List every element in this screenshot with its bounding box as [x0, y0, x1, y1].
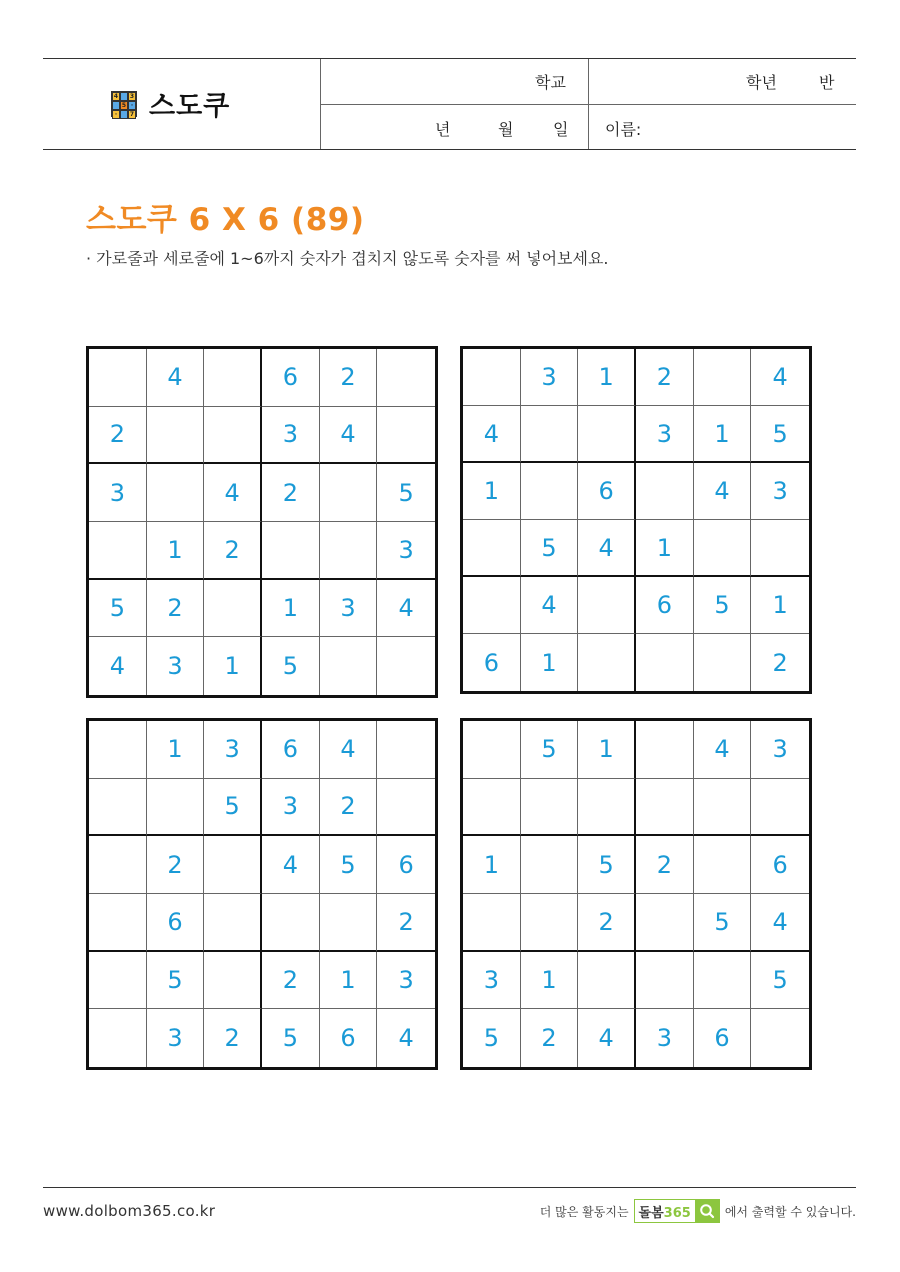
sudoku-cell: 3	[751, 721, 809, 779]
instructions: · 가로줄과 세로줄에 1~6까지 숫자가 겹치지 않도록 숫자를 써 넣어보세요.	[86, 249, 609, 268]
logo-grid-cell: 3	[129, 92, 135, 100]
sudoku-cell: 2	[204, 522, 262, 580]
brand-text	[635, 1202, 695, 1221]
sudoku-cell[interactable]	[89, 522, 147, 580]
sudoku-cell: 2	[772, 648, 788, 677]
footer-url[interactable]: www.dolbom365.co.kr	[43, 1202, 216, 1220]
sudoku-puzzle	[86, 718, 438, 1070]
brand-badge[interactable]	[634, 1199, 720, 1223]
sudoku-cell: 1	[751, 577, 809, 634]
footer-note	[540, 1199, 856, 1223]
sudoku-cell[interactable]	[694, 779, 752, 837]
sudoku-cell: 6	[320, 1009, 378, 1067]
header-divider	[320, 104, 856, 105]
logo-title: 스도쿠	[149, 91, 231, 122]
day-label: 일	[553, 120, 569, 139]
sudoku-cell: 5	[377, 464, 435, 522]
sudoku-cell[interactable]	[694, 836, 752, 894]
sudoku-cell[interactable]	[377, 349, 435, 407]
sudoku-cell: 1	[147, 721, 205, 779]
sudoku-cell[interactable]	[751, 520, 809, 577]
month-label: 월	[498, 120, 514, 139]
sudoku-cell: 6	[147, 894, 205, 952]
logo-grid-cell: ·	[128, 101, 136, 110]
sudoku-cell: 5	[694, 577, 752, 634]
sudoku-cell: 4	[377, 580, 435, 638]
sudoku-cell: 5	[463, 1009, 521, 1067]
sudoku-cell: 6	[694, 1009, 752, 1067]
sudoku-cell[interactable]	[89, 952, 147, 1010]
sudoku-cell: 4	[521, 577, 579, 634]
sudoku-cell: 1	[694, 406, 752, 463]
sudoku-cell: 3	[463, 952, 521, 1010]
sudoku-cell: 3	[636, 1009, 694, 1067]
brand-number: 365	[663, 1205, 691, 1221]
sudoku-cell: 1	[521, 952, 579, 1010]
sudoku-cell: 6	[751, 836, 809, 894]
sudoku-cell[interactable]	[320, 637, 378, 695]
logo-grid-cell: ·	[112, 110, 120, 119]
sudoku-cell: 4	[320, 721, 378, 779]
sudoku-cell: 6	[262, 349, 320, 407]
sudoku-cell: 5	[694, 894, 752, 952]
sudoku-cell: 3	[147, 1009, 205, 1067]
sudoku-cell: 2	[320, 779, 378, 837]
sudoku-cell[interactable]	[636, 779, 694, 837]
sudoku-cell[interactable]	[204, 580, 262, 638]
logo-grid-cell	[112, 101, 120, 110]
sudoku-cell[interactable]	[521, 406, 579, 463]
footer-text-before: 더 많은 활동지는	[539, 1204, 629, 1219]
sudoku-cell: 2	[636, 836, 694, 894]
sudoku-cell[interactable]	[521, 463, 579, 520]
sudoku-cell: 1	[578, 349, 636, 406]
sudoku-cell[interactable]	[751, 779, 809, 837]
sudoku-cell: 5	[521, 721, 579, 779]
sudoku-cell[interactable]	[578, 779, 636, 837]
sudoku-cell: 6	[636, 577, 694, 634]
sudoku-cell[interactable]	[636, 894, 694, 952]
sudoku-cell[interactable]	[521, 894, 579, 952]
sudoku-cell: 2	[377, 894, 435, 952]
sudoku-cell[interactable]	[377, 637, 435, 695]
sudoku-cell: 3	[377, 952, 435, 1010]
sudoku-cell[interactable]	[463, 894, 521, 952]
sudoku-cell: 6	[262, 721, 320, 779]
sudoku-cell: 3	[751, 463, 809, 520]
sudoku-cell: 4	[89, 637, 147, 695]
sudoku-cell: 2	[578, 894, 636, 952]
sudoku-cell: 6	[463, 634, 521, 691]
sudoku-cell: 4	[578, 520, 636, 577]
sudoku-cell[interactable]	[89, 894, 147, 952]
sudoku-cell[interactable]	[147, 464, 205, 522]
sudoku-cell: 4	[320, 407, 378, 465]
sudoku-cell: 2	[204, 1009, 262, 1067]
grade-label: 학년	[746, 73, 777, 92]
sudoku-cell: 3	[89, 464, 147, 522]
sudoku-cell: 4	[463, 406, 521, 463]
sudoku-cell: 3	[521, 349, 579, 406]
sudoku-cell[interactable]	[262, 894, 320, 952]
sudoku-cell: 3	[377, 522, 435, 580]
sudoku-cell: 4	[204, 464, 262, 522]
footer-divider	[43, 1187, 856, 1188]
sudoku-cell[interactable]	[463, 520, 521, 577]
school-label: 학교	[535, 73, 566, 92]
sudoku-cell: 2	[636, 349, 694, 406]
sudoku-logo-icon	[111, 91, 137, 117]
footer-text-after: 에서 출력할 수 있습니다.	[724, 1204, 856, 1219]
sudoku-cell[interactable]	[377, 407, 435, 465]
sudoku-cell[interactable]	[377, 721, 435, 779]
sudoku-cell: 1	[636, 520, 694, 577]
sudoku-cell[interactable]	[89, 1009, 147, 1067]
sudoku-cell[interactable]	[521, 779, 579, 837]
logo-grid-cell: 5	[121, 101, 127, 109]
sudoku-cell: 1	[147, 522, 205, 580]
class-label: 반	[819, 73, 835, 92]
sudoku-cell: 2	[147, 580, 205, 638]
sudoku-cell[interactable]	[204, 407, 262, 465]
sudoku-cell[interactable]	[636, 721, 694, 779]
sudoku-cell[interactable]	[636, 952, 694, 1010]
sudoku-cell: 1	[463, 836, 521, 894]
sudoku-cell: 1	[578, 721, 636, 779]
sudoku-cell[interactable]	[751, 1009, 809, 1067]
worksheet-title: 스도쿠 6 X 6 (89)	[86, 202, 365, 238]
sudoku-cell: 3	[320, 580, 378, 638]
sudoku-cell[interactable]	[578, 952, 636, 1010]
sudoku-cell: 3	[262, 407, 320, 465]
sudoku-cell: 2	[147, 836, 205, 894]
sudoku-cell: 4	[398, 1024, 414, 1053]
sudoku-cell[interactable]	[463, 349, 521, 406]
sudoku-cell: 5	[578, 836, 636, 894]
sudoku-cell: 4	[694, 721, 752, 779]
sudoku-puzzle	[460, 718, 812, 1070]
sudoku-cell: 5	[751, 406, 809, 463]
sudoku-cell[interactable]	[89, 779, 147, 837]
sudoku-cell[interactable]	[320, 464, 378, 522]
sudoku-cell[interactable]	[89, 836, 147, 894]
sudoku-cell[interactable]	[694, 634, 752, 691]
sudoku-cell: 5	[262, 637, 320, 695]
sudoku-cell[interactable]	[636, 463, 694, 520]
sudoku-cell: 1	[521, 634, 579, 691]
sudoku-cell: 2	[262, 952, 320, 1010]
sudoku-cell: 4	[694, 463, 752, 520]
sudoku-cell[interactable]	[463, 721, 521, 779]
sudoku-cell: 2	[89, 407, 147, 465]
sudoku-cell[interactable]	[694, 520, 752, 577]
sudoku-cell[interactable]	[262, 522, 320, 580]
sudoku-cell[interactable]	[204, 349, 262, 407]
sudoku-cell: 5	[262, 1009, 320, 1067]
logo-grid-cell: 7	[129, 110, 135, 118]
sudoku-cell[interactable]	[320, 522, 378, 580]
sudoku-cell: 5	[320, 836, 378, 894]
sudoku-cell: 6	[377, 836, 435, 894]
sudoku-cell: 5	[521, 520, 579, 577]
sudoku-cell[interactable]	[204, 894, 262, 952]
sudoku-cell[interactable]	[521, 836, 579, 894]
sudoku-cell[interactable]	[578, 577, 636, 634]
sudoku-cell: 1	[463, 463, 521, 520]
sudoku-cell: 1	[262, 580, 320, 638]
sudoku-cell: 1	[320, 952, 378, 1010]
sudoku-cell: 2	[521, 1009, 579, 1067]
sudoku-cell[interactable]	[463, 577, 521, 634]
sudoku-cell[interactable]	[320, 894, 378, 952]
sudoku-cell: 5	[147, 952, 205, 1010]
brand-name: 돌봄	[638, 1205, 664, 1221]
sudoku-cell: 2	[262, 464, 320, 522]
sudoku-cell[interactable]	[578, 634, 636, 691]
sudoku-cell: 3	[262, 779, 320, 837]
sudoku-cell: 5	[204, 779, 262, 837]
sudoku-cell[interactable]	[204, 836, 262, 894]
sudoku-cell[interactable]	[636, 634, 694, 691]
sudoku-puzzle	[86, 346, 438, 698]
sudoku-cell[interactable]	[578, 406, 636, 463]
sudoku-cell[interactable]	[694, 349, 752, 406]
sudoku-cell[interactable]	[377, 779, 435, 837]
sudoku-cell: 3	[204, 721, 262, 779]
name-label: 이름:	[605, 120, 642, 139]
sudoku-cell: 4	[751, 349, 809, 406]
sudoku-cell: 1	[204, 637, 262, 695]
logo-grid-cell: 4	[113, 92, 119, 100]
sudoku-cell: 6	[578, 463, 636, 520]
sudoku-cell: 4	[751, 894, 809, 952]
sudoku-cell: 2	[320, 349, 378, 407]
sudoku-cell: 5	[89, 580, 147, 638]
sudoku-cell[interactable]	[89, 721, 147, 779]
sudoku-cell[interactable]	[89, 349, 147, 407]
sudoku-cell[interactable]	[204, 952, 262, 1010]
logo-grid-cell	[120, 110, 128, 119]
sudoku-cell: 3	[147, 637, 205, 695]
worksheet-header	[43, 58, 856, 150]
sudoku-cell[interactable]	[147, 407, 205, 465]
sudoku-cell: 3	[636, 406, 694, 463]
sudoku-cell: 5	[751, 952, 809, 1010]
logo-grid-cell	[120, 92, 128, 101]
sudoku-cell: 4	[578, 1009, 636, 1067]
sudoku-puzzle	[460, 346, 812, 694]
sudoku-cell: 4	[262, 836, 320, 894]
logo	[111, 84, 230, 123]
year-label: 년	[435, 120, 451, 139]
search-icon	[695, 1199, 719, 1223]
sudoku-cell[interactable]	[463, 779, 521, 837]
sudoku-cell[interactable]	[694, 952, 752, 1010]
sudoku-cell[interactable]	[147, 779, 205, 837]
sudoku-cell: 4	[147, 349, 205, 407]
